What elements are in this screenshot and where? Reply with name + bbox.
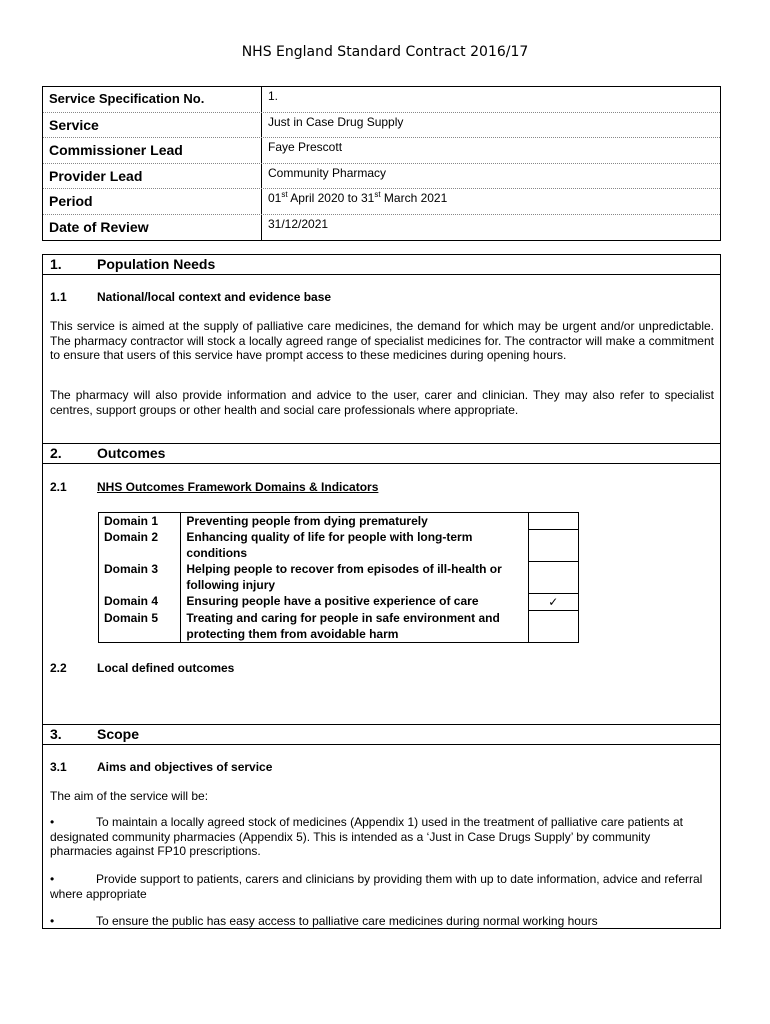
subsection-number: 1.1 bbox=[50, 290, 67, 304]
domain-description: Helping people to recover from episodes of ill-health or following injury bbox=[181, 561, 528, 593]
subsection-number: 3.1 bbox=[50, 760, 67, 774]
bullet-icon: • bbox=[50, 815, 55, 829]
section-heading bbox=[43, 725, 720, 745]
header-label: Date of Review bbox=[43, 215, 262, 241]
domain-name: Domain 4 bbox=[99, 593, 181, 610]
section-population-needs bbox=[42, 254, 721, 444]
bullet-icon: • bbox=[50, 872, 55, 886]
subsection-title: NHS Outcomes Framework Domains & Indicators bbox=[97, 480, 379, 494]
header-label: Period bbox=[43, 189, 262, 214]
header-label: Service Specification No. bbox=[43, 87, 262, 112]
header-label: Service bbox=[43, 113, 262, 138]
domain-name: Domain 5 bbox=[99, 610, 181, 643]
domain-check-cell bbox=[528, 529, 578, 561]
domain-row bbox=[99, 529, 579, 561]
outcomes-domains-table bbox=[98, 512, 579, 643]
ordinal-suffix: st bbox=[374, 190, 381, 199]
subsection-number: 2.1 bbox=[50, 480, 67, 494]
header-value: Faye Prescott bbox=[268, 140, 343, 154]
domain-check-cell bbox=[528, 610, 578, 643]
domain-description: Preventing people from dying prematurely bbox=[181, 513, 528, 530]
header-row-commissioner bbox=[43, 138, 720, 164]
section-title: Population Needs bbox=[97, 256, 216, 272]
section-title: Scope bbox=[97, 726, 140, 742]
bullet-text: To maintain a locally agreed stock of medicines (Appendix 1) used in the treatment of palliative care patients at designated community pharmacies (Appendix 5). This is intended as a ‘Just in Case Drugs Supply’ by community pharmacies against FP10 prescriptions. bbox=[50, 815, 683, 858]
bullet-icon: • bbox=[50, 914, 55, 928]
domain-name: Domain 3 bbox=[99, 561, 181, 593]
header-value: 1. bbox=[268, 89, 279, 103]
domain-description: Enhancing quality of life for people with long-term conditions bbox=[181, 529, 528, 561]
section-title: Outcomes bbox=[97, 445, 166, 461]
section-number: 1. bbox=[50, 256, 62, 272]
header-row-spec-no bbox=[43, 87, 720, 113]
header-value: Just in Case Drug Supply bbox=[268, 114, 404, 129]
header-value-period bbox=[262, 189, 720, 214]
period-text: 01 bbox=[268, 191, 282, 205]
service-header-table bbox=[42, 86, 721, 241]
subsection-title: Local defined outcomes bbox=[97, 661, 235, 675]
section-heading bbox=[43, 255, 720, 275]
section-number: 3. bbox=[50, 726, 62, 742]
subsection-title: National/local context and evidence base bbox=[97, 290, 332, 304]
header-value: 31/12/2021 bbox=[268, 216, 329, 231]
subsection-number: 2.2 bbox=[50, 661, 67, 675]
header-value: Community Pharmacy bbox=[268, 165, 387, 180]
domain-name: Domain 2 bbox=[99, 529, 181, 561]
domain-row bbox=[99, 513, 579, 530]
domain-row bbox=[99, 593, 579, 610]
domain-row bbox=[99, 561, 579, 593]
section-scope bbox=[42, 724, 721, 929]
bullet-text: Provide support to patients, carers and clinicians by providing them with up to date information, advice and referral where appropriate bbox=[50, 872, 703, 901]
bullet-text: To ensure the public has easy access to palliative care medicines during normal working hours bbox=[96, 914, 598, 928]
checkmark-icon: ✓ bbox=[528, 593, 578, 610]
header-label: Commissioner Lead bbox=[43, 138, 262, 163]
document-title: NHS England Standard Contract 2016/17 bbox=[241, 44, 529, 60]
domain-row bbox=[99, 610, 579, 643]
domain-name: Domain 1 bbox=[99, 513, 181, 530]
domain-check-cell bbox=[528, 513, 578, 530]
period-text: April 2020 to 31 bbox=[287, 191, 375, 205]
section-number: 2. bbox=[50, 445, 62, 461]
paragraph: This service is aimed at the supply of palliative care medicines, the demand for which may be urgent and/or unpredictable. The pharmacy contractor will stock a locally agreed range of specialist medicines for. The contractor will make a commitment to ensure that users of this service have prompt access to these medicines during opening hours. bbox=[50, 319, 714, 362]
section-outcomes bbox=[42, 443, 721, 725]
section-heading bbox=[43, 444, 720, 464]
ordinal-suffix: st bbox=[281, 190, 288, 199]
header-row-period bbox=[43, 189, 720, 215]
domain-check-cell bbox=[528, 561, 578, 593]
header-row-service bbox=[43, 113, 720, 139]
period-text: March 2021 bbox=[380, 191, 448, 205]
bullet-item bbox=[50, 872, 714, 901]
header-row-review bbox=[43, 215, 720, 241]
bullet-item bbox=[50, 815, 714, 859]
paragraph: The pharmacy will also provide information and advice to the user, carer and clinician. They may also refer to specialist centres, support groups or other health and social care professionals where appropriate. bbox=[50, 388, 714, 417]
bullet-item bbox=[50, 914, 714, 929]
domain-description: Treating and caring for people in safe environment and protecting them from avoidable harm bbox=[181, 610, 528, 643]
header-row-provider bbox=[43, 164, 720, 190]
paragraph: The aim of the service will be: bbox=[50, 789, 209, 803]
header-label: Provider Lead bbox=[43, 164, 262, 189]
domain-description: Ensuring people have a positive experience of care bbox=[181, 593, 528, 610]
subsection-title: Aims and objectives of service bbox=[97, 760, 273, 774]
